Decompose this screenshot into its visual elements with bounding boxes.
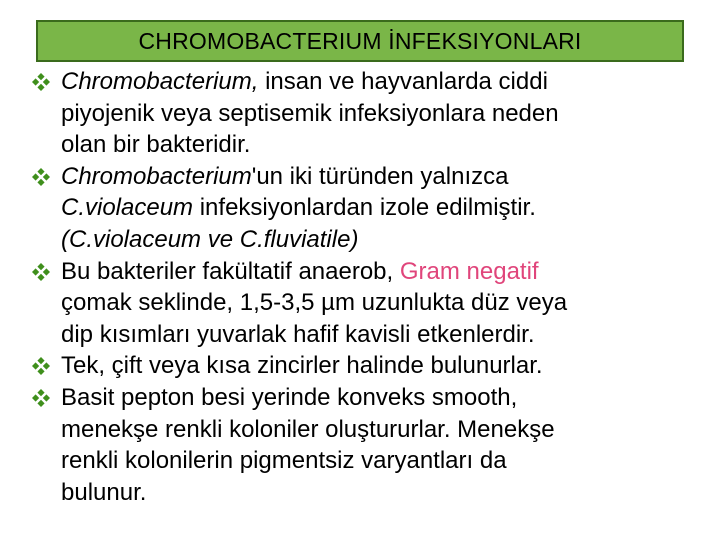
bullet-line: [61, 350, 702, 382]
bullet-line: [61, 192, 702, 224]
bullet-line: [61, 445, 702, 477]
bullet-line: [61, 161, 702, 193]
text-run: Gram negatif: [399, 257, 539, 285]
four-leaf-diamond-icon: [32, 263, 50, 281]
bullet-line: [61, 224, 702, 256]
four-leaf-diamond-icon: [32, 389, 50, 407]
bullet-line: [61, 66, 702, 98]
slide-title: CHROMOBACTERIUM İNFEKSIYONLARI: [138, 27, 582, 54]
text-run: olan bir bakteridir.: [61, 131, 251, 159]
text-run: 'un iki türünden yalnızca: [251, 162, 509, 190]
text-run: ve: [201, 225, 240, 253]
text-run: Basit pepton besi yerinde konveks smooth,: [61, 383, 518, 411]
bullet-line: [61, 129, 702, 161]
text-run: menekşe renkli koloniler oluştururlar. Menekşe: [61, 415, 555, 443]
text-run: Tek, çift veya kısa zincirler halinde bulunurlar.: [61, 352, 543, 380]
bullet-line: [61, 287, 702, 319]
text-run: piyojenik veya septisemik infeksiyonlara neden: [61, 99, 559, 127]
text-run: Bu bakteriler fakültatif anaerob,: [61, 257, 400, 285]
bullet-item: [32, 350, 702, 382]
bullet-item: [32, 161, 702, 256]
bullet-line: [61, 414, 702, 446]
text-run: çomak seklinde, 1,5-3,5 µm uzunlukta düz veya: [61, 289, 568, 317]
bullet-item: [32, 382, 702, 508]
bullet-line: [61, 319, 702, 351]
text-run: Chromobacterium: [61, 162, 252, 190]
four-leaf-diamond-icon: [32, 73, 50, 91]
text-run: (C.violaceum: [61, 225, 202, 253]
text-run: C.violaceum: [61, 194, 194, 222]
four-leaf-diamond-icon: [32, 357, 50, 375]
text-run: infeksiyonlardan izole edilmiştir.: [193, 194, 536, 222]
text-run: bulunur.: [61, 478, 147, 506]
four-leaf-diamond-icon: [32, 168, 50, 186]
text-run: C.fluviatile): [239, 225, 359, 253]
text-run: Chromobacterium,: [61, 68, 259, 95]
bullet-line: [61, 477, 702, 509]
bullet-item: [32, 66, 702, 161]
text-run: dip kısımları yuvarlak hafif kavisli etkenlerdir.: [61, 320, 535, 348]
bullet-line: [61, 98, 702, 130]
slide-title-banner: [36, 20, 684, 62]
bullet-line: [61, 256, 702, 288]
bullet-item: [32, 256, 702, 351]
bullet-list: [32, 66, 702, 508]
text-run: renkli kolonilerin pigmentsiz varyantları da: [61, 447, 507, 475]
bullet-line: [61, 382, 702, 414]
text-run: insan ve hayvanlarda ciddi: [258, 68, 548, 95]
